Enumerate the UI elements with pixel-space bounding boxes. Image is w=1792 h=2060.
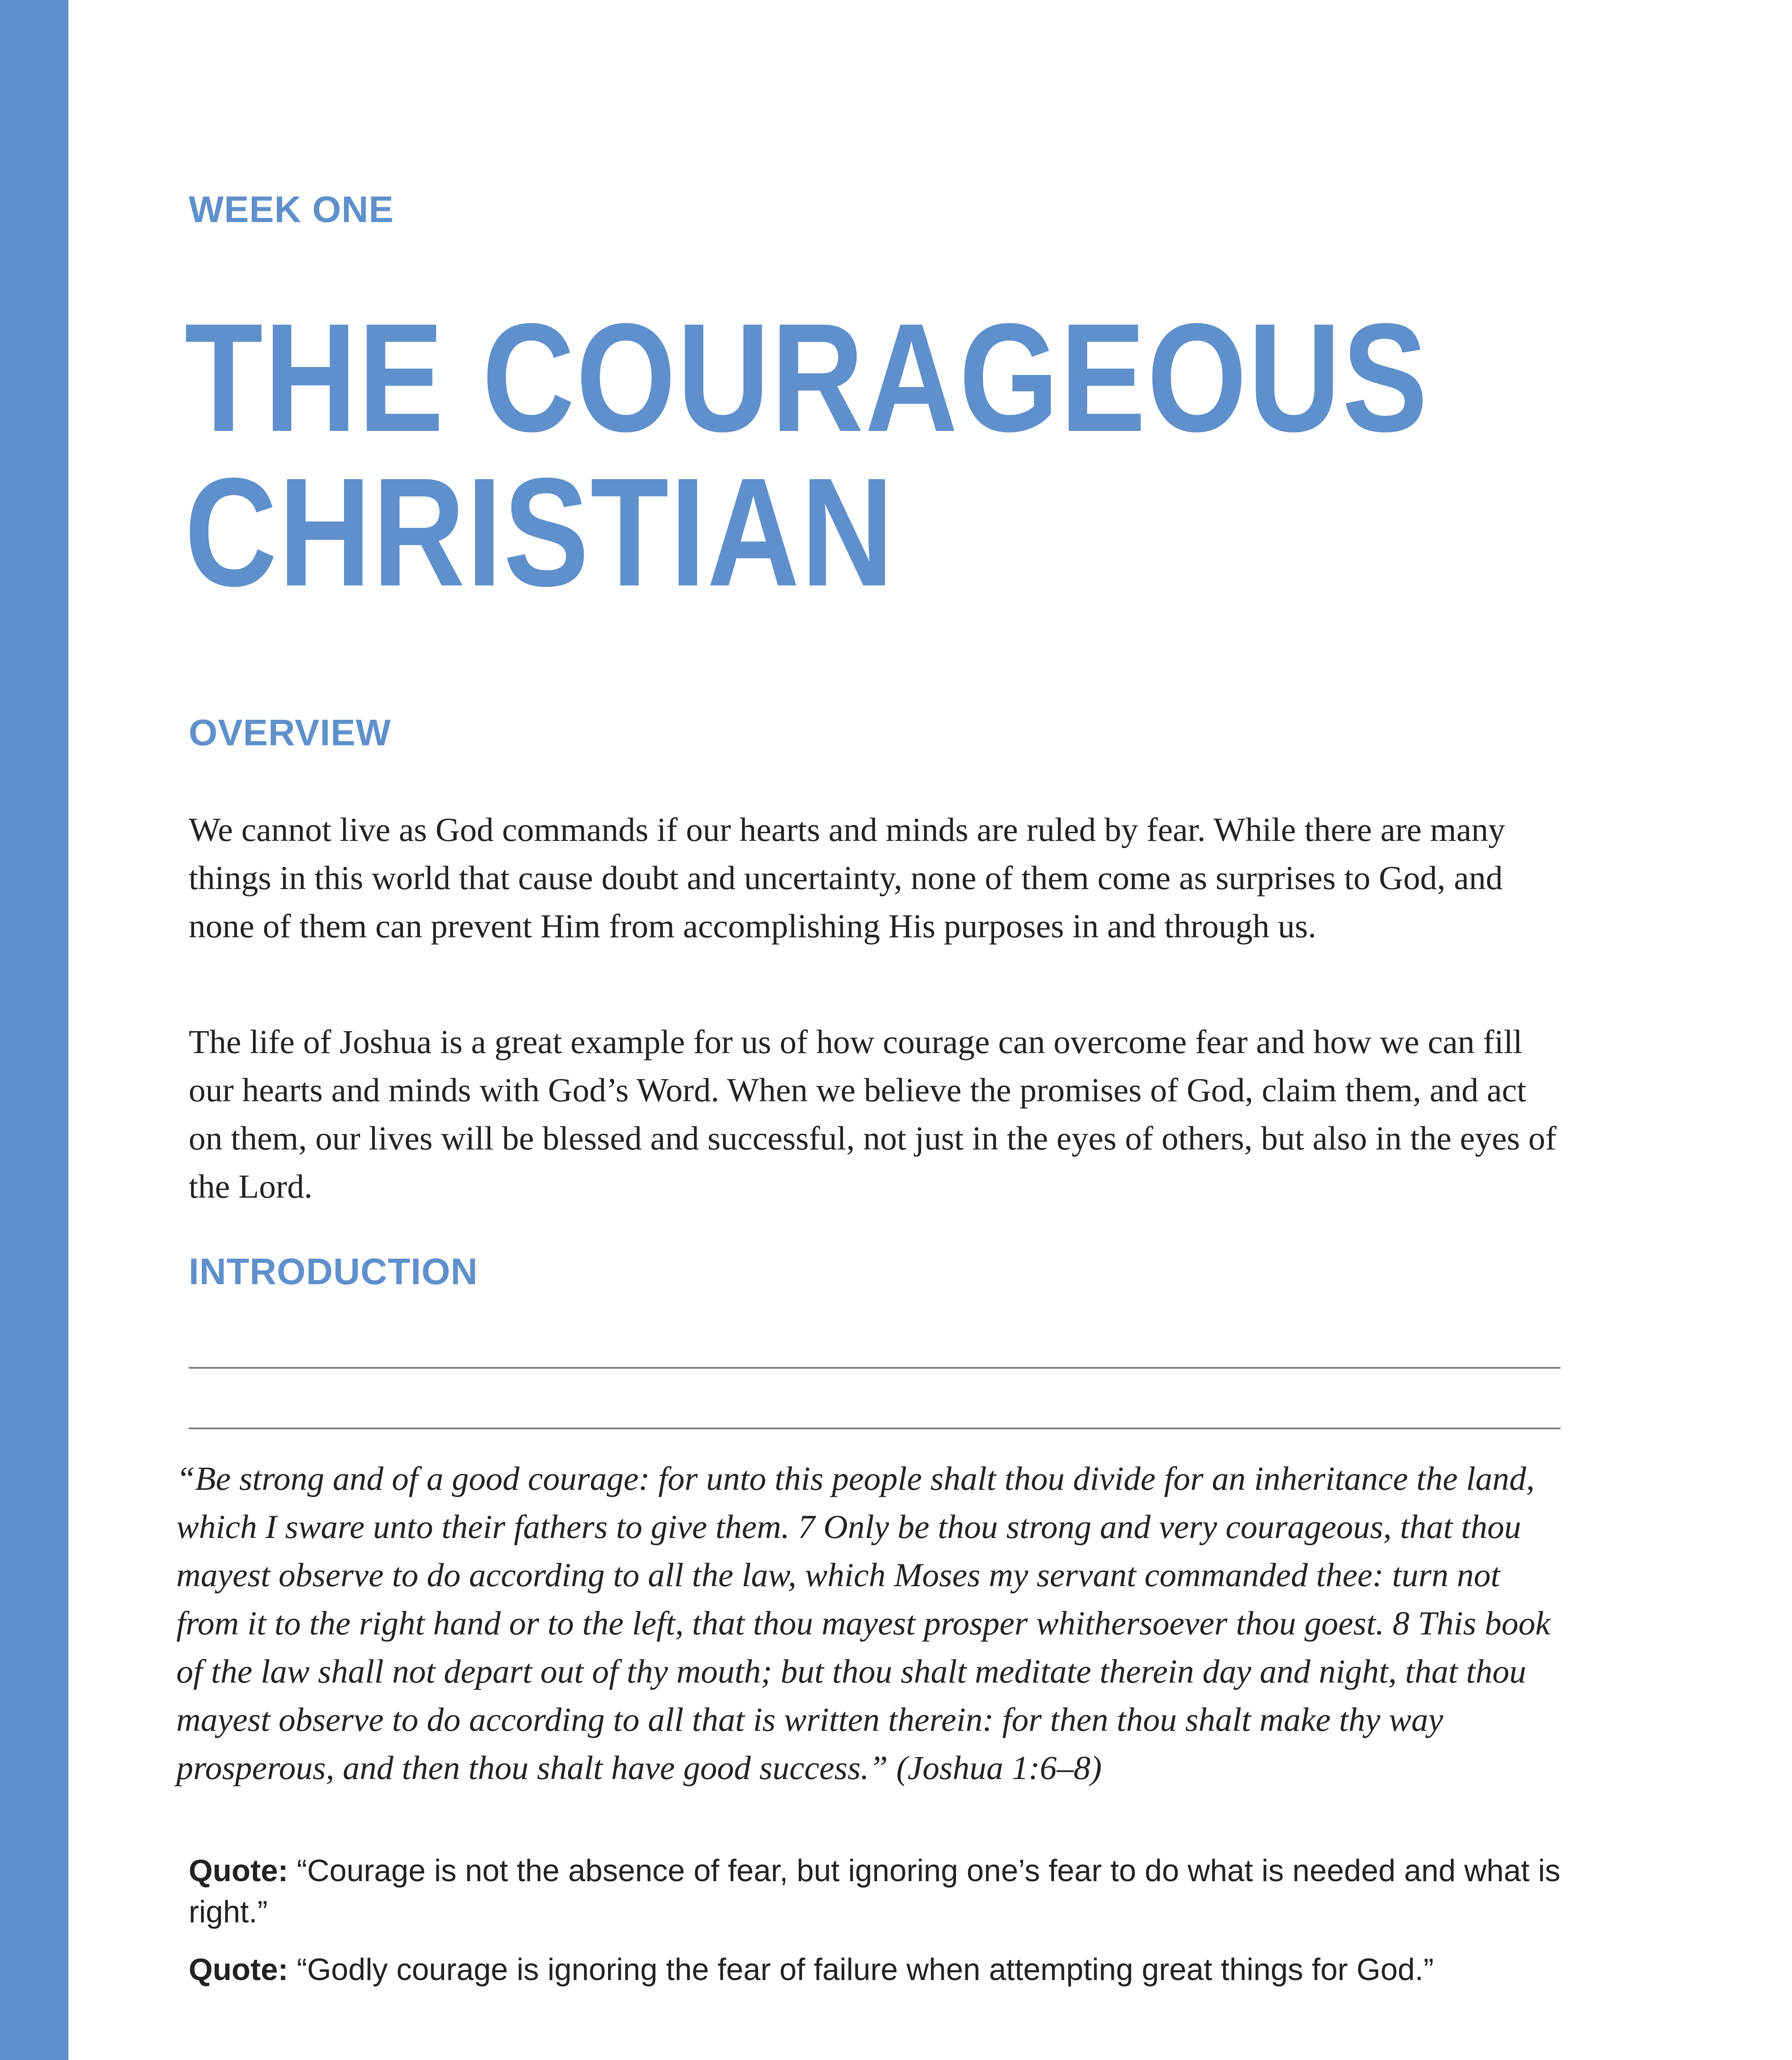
quote-label: Quote: xyxy=(189,1952,288,1987)
week-label: WEEK ONE xyxy=(189,189,394,230)
side-accent-bar xyxy=(0,0,68,2060)
quote xyxy=(189,1850,1560,1932)
overview-paragraph: We cannot live as God commands if our hearts and minds are ruled by fear. While there are many things in this world that cause doubt and uncertainty, none of them come as surprises to God, and none of them can prevent Him from accomplishing His purposes in and through us. xyxy=(189,811,1505,945)
overview-paragraph: The life of Joshua is a great example for us of how courage can overcome fear and how we can fill our hearts and minds with God’s Word. When we believe the promises of God, claim them, and act on them, our lives will be blessed and successful, not just in the eyes of others, but also in the eyes of the Lord. xyxy=(189,1023,1557,1205)
scripture-passage: “Be strong and of a good courage: for unto this people shalt thou divide for an inheritance the land, which I sware unto their fathers to give them. 7 Only be thou strong and very courageous, that thou mayest observe to do according to all the law, which Moses my servant commanded thee: turn not from it to the right hand or to the left, that thou mayest prosper whithersoever thou goest. 8 This book of the law shall not depart out of thy mouth; but thou shalt meditate therein day and night, that thou mayest observe to do according to all that is written therein: for then thou shalt make thy way prosperous, and then thou shalt have good success.” (Joshua 1:6–8) xyxy=(176,1460,1551,1786)
writing-line xyxy=(189,1428,1560,1429)
quote-text: “Courage is not the absence of fear, but ignoring one’s fear to do what is needed and what is right.” xyxy=(189,1853,1560,1929)
title-line-2: CHRISTIAN xyxy=(185,446,895,618)
writing-line xyxy=(189,1367,1560,1369)
title-line-1: THE COURAGEOUS xyxy=(185,292,1429,464)
quote-text: “Godly courage is ignoring the fear of failure when attempting great things for God.” xyxy=(297,1952,1434,1987)
overview-heading: OVERVIEW xyxy=(189,712,391,754)
introduction-heading: INTRODUCTION xyxy=(189,1251,478,1292)
quote xyxy=(189,1949,1560,1990)
page-title xyxy=(185,292,1429,618)
quote-label: Quote: xyxy=(189,1853,288,1888)
